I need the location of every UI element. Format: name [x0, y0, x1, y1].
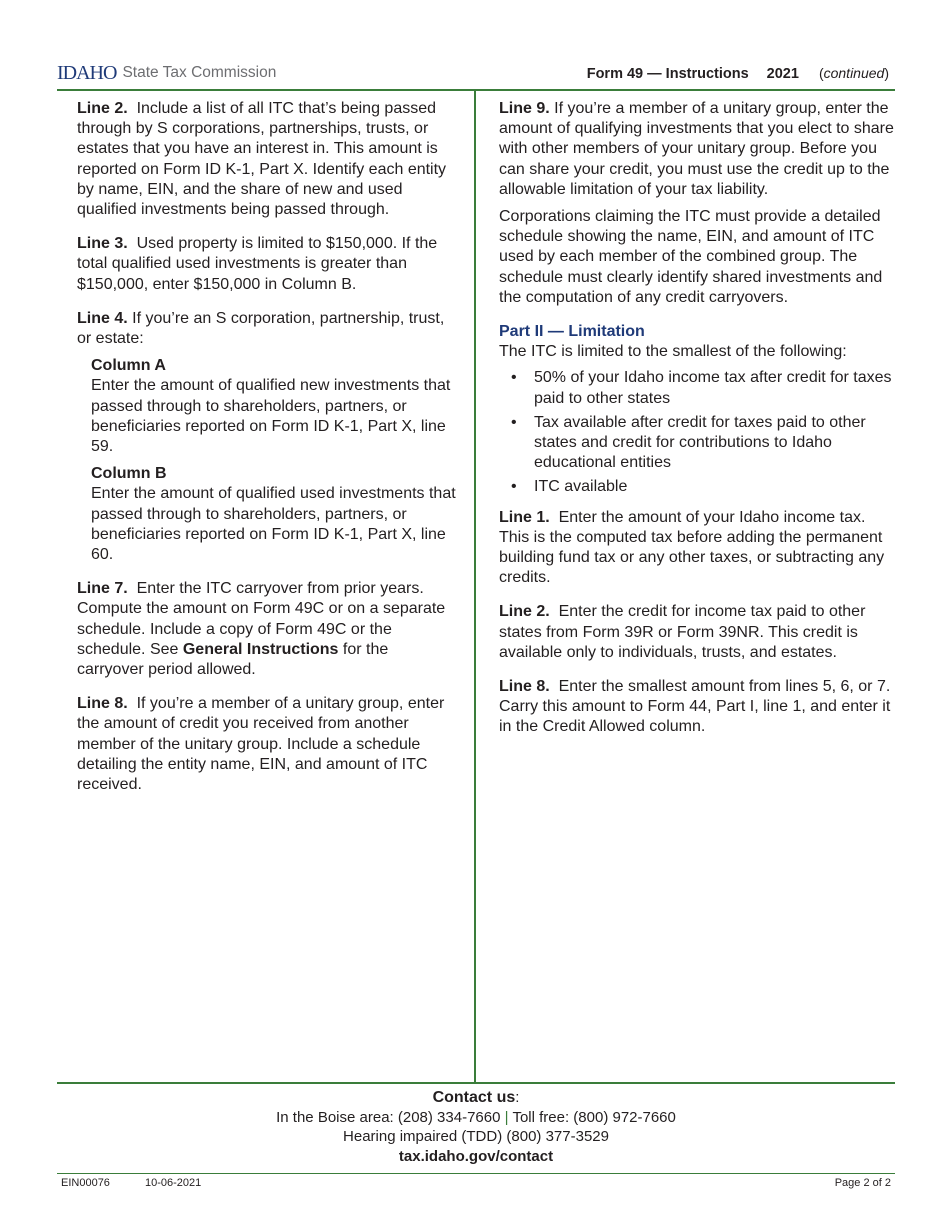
agency-name: State Tax Commission [122, 64, 277, 81]
part2-line1-instruction: Line 1. Enter the amount of your Idaho income tax. This is the computed tax before adding the permanent building fund tax or any other taxes, or subtracting any credits. [499, 508, 885, 587]
contact-heading: Contact us: [432, 1089, 520, 1106]
boise-phone: In the Boise area: (208) 334-7660 [276, 1108, 501, 1126]
form-year: 2021 [766, 66, 799, 82]
column-divider [474, 91, 476, 1083]
column-b-section [91, 464, 457, 565]
contact-url-link[interactable]: tax.idaho.gov/contact [398, 1147, 554, 1165]
part2-intro: The ITC is limited to the smallest of the following: [499, 343, 847, 361]
part2-line2-instruction: Line 2. Enter the credit for income tax paid to other states from Form 39R or Form 39NR. This credit is available only to individuals, trusts, and estates. [499, 603, 866, 661]
idaho-logo [57, 62, 276, 84]
line3-instruction: Line 3. Used property is limited to $150,000. If the total qualified used investments is greater than $150,000, enter $150,000 in Column B. [77, 235, 438, 293]
form-ein: EIN00076 [61, 1177, 110, 1189]
line2-instruction: Line 2. Include a list of all ITC that’s being passed through by S corporations, partnerships, trusts, or estates that you have an interest in. This amount is reported on Form ID K-1, Part X. Identify each entity by name, EIN, and the share of new and used qualified investments being passed through. [77, 100, 447, 219]
revision-date: 10-06-2021 [145, 1177, 202, 1189]
part2-line8-instruction: Line 8. Enter the smallest amount from lines 5, 6, or 7. Carry this amount to Form 44, Part I, line 1, and enter it in the Credit Allowed column. [499, 678, 891, 736]
list-item: • 50% of your Idaho income tax after credit for taxes paid to other states [499, 368, 895, 408]
page-header [57, 62, 895, 88]
list-item: • ITC available [499, 477, 895, 497]
form-info [587, 64, 889, 83]
limitation-list [499, 368, 895, 497]
toll-free-phone: Toll free: (800) 972-7660 [512, 1108, 676, 1126]
part2-heading: Part II — Limitation [499, 323, 645, 341]
line4-instruction: Line 4. If you’re an S corporation, partnership, trust, or estate: [77, 309, 445, 348]
logo-wordmark: IDAHO [57, 62, 117, 84]
column-b-text: Enter the amount of qualified used investments that passed through to shareholders, partners, or beneficiaries reported on Form ID K-1, Part X, line 60. [91, 485, 456, 564]
right-column [499, 99, 895, 752]
footer-rule [57, 1173, 895, 1174]
column-a-section [91, 356, 457, 457]
header-rule [57, 89, 895, 91]
contact-section [57, 1088, 895, 1166]
line8-instruction: Line 8. If you’re a member of a unitary group, enter the amount of credit you received from another member of the unitary group. Include a schedule detailing the entity name, EIN, and amount of ITC received. [77, 695, 445, 794]
list-item: • Tax available after credit for taxes paid to other states and credit for contributions to Idaho educational entities [499, 413, 895, 474]
form-title: Form 49 — Instructions [586, 66, 749, 82]
tdd-phone: Hearing impaired (TDD) (800) 377-3529 [343, 1128, 609, 1145]
line9-instruction: Line 9. If you’re a member of a unitary group, enter the amount of qualifying investments that you elect to share with other members of your unitary group. Before you can share your credit, you must use the credit up to the allowable limitation of your tax liability. [499, 100, 894, 198]
column-a-text: Enter the amount of qualified new investments that passed through to shareholders, partners, or beneficiaries reported on Form ID K-1, Part X, line 59. [91, 377, 451, 456]
line7-instruction: Line 7. Enter the ITC carryover from prior years. Compute the amount on Form 49C or on a separate schedule. Include a copy of Form 49C or the schedule. See General Instructions for the carryover period allowed. [77, 580, 446, 679]
content-bottom-rule [57, 1082, 895, 1084]
column-b-heading: Column B [91, 465, 167, 483]
continued-note: (continued) [818, 65, 889, 81]
corporations-note: Corporations claiming the ITC must provide a detailed schedule showing the name, EIN, and amount of ITC used by each member of the combined group. The schedule must clearly identify shared investments and the computation of any credit carryovers. [499, 208, 883, 306]
page-number: Page 2 of 2 [834, 1177, 891, 1189]
column-a-heading: Column A [91, 357, 166, 375]
left-column [77, 99, 457, 809]
contact-phones: In the Boise area: (208) 334-7660 | Toll free: (800) 972-7660 [276, 1108, 676, 1126]
